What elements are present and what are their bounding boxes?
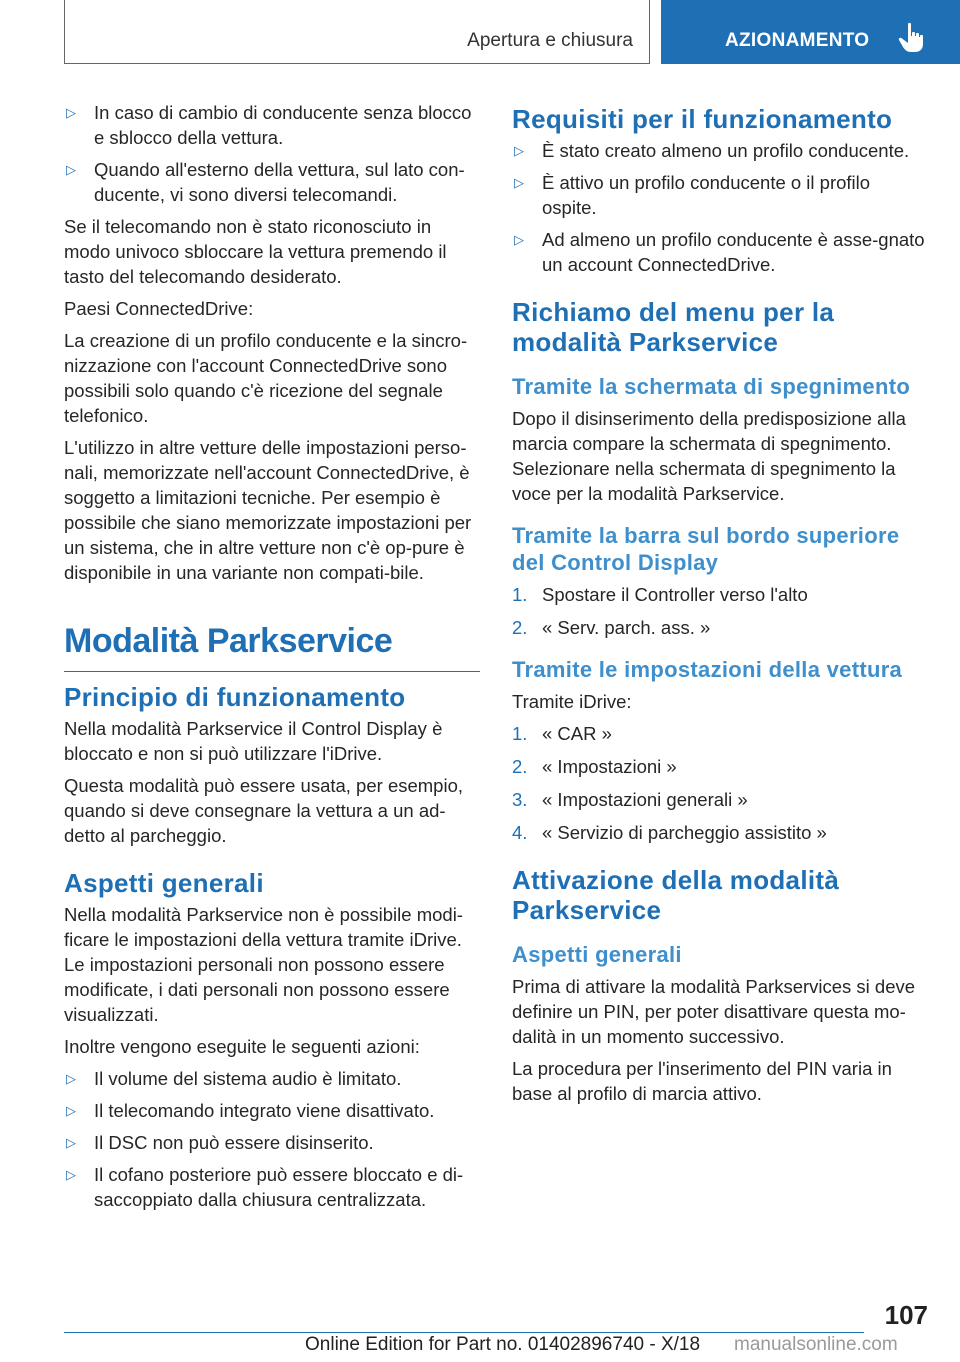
footer-edition: Online Edition for Part no. 01402896740 - X/18 xyxy=(305,1334,701,1355)
subsection-heading: Aspetti generali xyxy=(512,942,682,967)
hand-pointer-icon xyxy=(897,22,927,54)
steps-list-impostazioni xyxy=(512,721,928,845)
list-item: ▷ È attivo un profilo conducente o il profilo ospite. xyxy=(514,172,871,218)
paragraph: Tramite iDrive: xyxy=(512,691,632,712)
chapter-heading: Modalità Parkservice xyxy=(64,621,480,672)
bullet-list-actions xyxy=(64,1066,480,1212)
footer-divider xyxy=(64,1332,864,1333)
header-section-box xyxy=(64,0,650,64)
steps-list-barra xyxy=(512,582,928,640)
subsection-heading: Tramite la barra sul bordo superiore del Control Display xyxy=(512,523,900,575)
triangle-bullet-icon: ▷ xyxy=(66,1103,76,1118)
paragraph: Prima di attivare la modalità Parkservices si deve definire un PIN, per poter disattivare questa mo-dalità in un momento successivo. xyxy=(512,976,916,1047)
page-number: 107 xyxy=(884,1300,928,1330)
triangle-bullet-icon: ▷ xyxy=(514,143,524,158)
list-item: 4. « Servizio di parcheggio assistito » xyxy=(512,822,827,843)
paragraph: Questa modalità può essere usata, per esempio, quando si deve consegnare la vettura a un ad-detto al parcheggio. xyxy=(64,775,464,846)
list-item: ▷ Il volume del sistema audio è limitato. xyxy=(66,1068,402,1089)
section-heading: Aspetti generali xyxy=(64,868,264,898)
section-heading: Attivazione della modalità Parkservice xyxy=(512,865,840,925)
list-item: ▷ Il cofano posteriore può essere bloccato e di-saccoppiato dalla chiusura centralizzata. xyxy=(66,1164,464,1210)
list-item: ▷ Quando all'esterno della vettura, sul lato con-ducente, vi sono diversi telecomandi. xyxy=(66,159,465,205)
paragraph: L'utilizzo in altre vetture delle impostazioni perso-nali, memorizzate nell'account ConnectedDrive, è soggetto a limitazioni tecniche. Per esempio è possibile che siano memorizzate impostazioni per un sistema, che in altre vetture non c'è op-pure è disponibile in una variante non compati-bile. xyxy=(64,437,472,583)
paragraph: Dopo il disinserimento della predisposizione alla marcia compare la schermata di spegnimento. Selezionare nella schermata di spegnimento la voce per la modalità Parkservice. xyxy=(512,408,906,504)
triangle-bullet-icon: ▷ xyxy=(66,1167,76,1182)
triangle-bullet-icon: ▷ xyxy=(514,232,524,247)
section-heading: Principio di funzionamento xyxy=(64,682,406,712)
paragraph: Nella modalità Parkservice il Control Display è bloccato e non si può utilizzare l'iDrive. xyxy=(64,718,443,764)
left-column xyxy=(64,100,480,1219)
header-section-title: Apertura e chiusura xyxy=(467,30,633,51)
list-item: ▷ In caso di cambio di conducente senza blocco e sblocco della vettura. xyxy=(66,102,472,148)
triangle-bullet-icon: ▷ xyxy=(66,1135,76,1150)
list-item: 2. « Serv. parch. ass. » xyxy=(512,617,711,638)
bullet-list-requisiti xyxy=(512,138,928,277)
list-item: ▷ Il telecomando integrato viene disattivato. xyxy=(66,1100,435,1121)
list-item: ▷ Ad almeno un profilo conducente è asse-gnato un account ConnectedDrive. xyxy=(514,229,925,275)
header-chapter-tab xyxy=(661,0,960,64)
right-column xyxy=(512,100,928,1113)
header-chapter-title: AZIONAMENTO xyxy=(725,30,870,51)
triangle-bullet-icon: ▷ xyxy=(514,175,524,190)
list-item: 1. « CAR » xyxy=(512,723,612,744)
paragraph: La procedura per l'inserimento del PIN varia in base al profilo di marcia attivo. xyxy=(512,1058,892,1104)
triangle-bullet-icon: ▷ xyxy=(66,162,76,177)
section-heading: Richiamo del menu per la modalità Parkservice xyxy=(512,297,835,357)
list-item: 3. « Impostazioni generali » xyxy=(512,789,748,810)
paragraph: Se il telecomando non è stato riconosciuto in modo univoco sbloccare la vettura premendo il tasto del telecomando desiderato. xyxy=(64,216,447,287)
watermark: manualsonline.com xyxy=(734,1334,898,1355)
paragraph: La creazione di un profilo conducente e la sincro-nizzazione con l'account ConnectedDrive sono possibili solo quando c'è ricezione del segnale telefonico. xyxy=(64,330,468,426)
list-item: 2. « Impostazioni » xyxy=(512,756,677,777)
paragraph: Inoltre vengono eseguite le seguenti azioni: xyxy=(64,1036,420,1057)
list-item: 1. Spostare il Controller verso l'alto xyxy=(512,584,808,605)
paragraph: Paesi ConnectedDrive: xyxy=(64,298,254,319)
section-heading: Requisiti per il funzionamento xyxy=(512,104,893,134)
subsection-heading: Tramite la schermata di spegnimento xyxy=(512,374,911,399)
bullet-list-top xyxy=(64,100,480,207)
triangle-bullet-icon: ▷ xyxy=(66,1071,76,1086)
triangle-bullet-icon: ▷ xyxy=(66,105,76,120)
subsection-heading: Tramite le impostazioni della vettura xyxy=(512,657,903,682)
list-item: ▷ È stato creato almeno un profilo conducente. xyxy=(514,140,910,161)
paragraph: Nella modalità Parkservice non è possibile modi-ficare le impostazioni della vettura tramite iDrive. Le impostazioni personali non possono essere modificate, i dati personali non possono essere visualizzati. xyxy=(64,904,463,1025)
list-item: ▷ Il DSC non può essere disinserito. xyxy=(66,1132,374,1153)
